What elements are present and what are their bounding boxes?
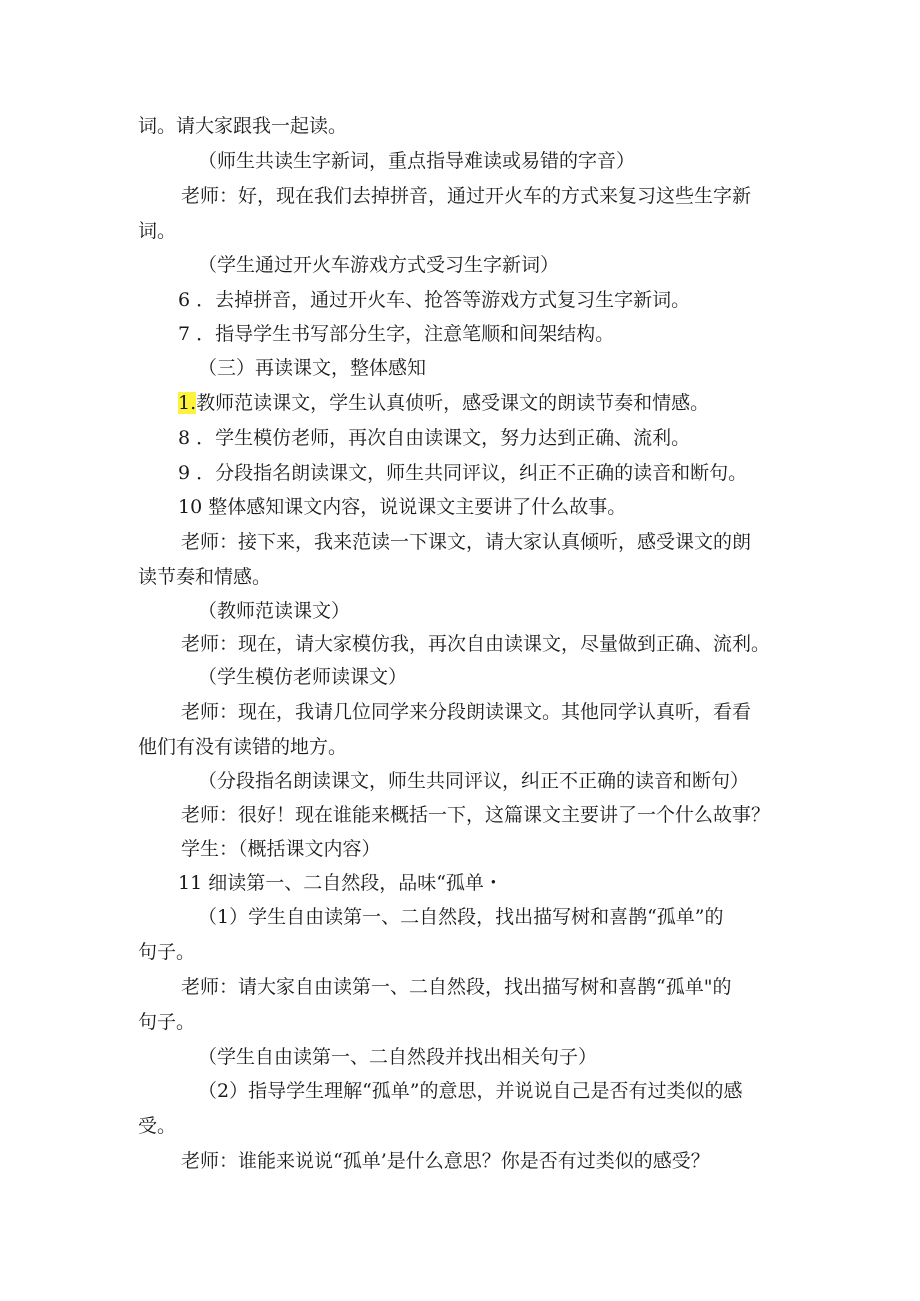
text-line: 老师：接下来，我来范读一下课文，请大家认真倾听，感受课文的朗 (181, 531, 752, 553)
highlighted-marker: 1. (178, 392, 197, 414)
text-line: （1）学生自由读第一、二自然段，找出描写树和喜鹊“孤单”的 (198, 906, 724, 928)
text-line: （学生自由读第一、二自然段并找出相关句子） (198, 1046, 598, 1068)
text-line: 句子。 (138, 1011, 196, 1033)
text-line: 老师：现在，请大家模仿我，再次自由读课文，尽量做到正确、流利。 (181, 633, 771, 655)
text-line: 1.教师范读课文，学生认真侦听，感受课文的朗读节奏和情感。 (178, 392, 710, 414)
text-line: 学生：（概括课文内容） (181, 838, 381, 860)
text-line: 老师：现在，我请几位同学来分段朗读课文。其他同学认真听，看看 (181, 701, 752, 723)
text-line: 读节奏和情感。 (138, 566, 272, 588)
text-line: 词。请大家跟我一起读。 (138, 115, 348, 137)
text-line: 7 ．指导学生书写部分生字，注意笔顺和间架结构。 (178, 323, 615, 345)
text-line: （2）指导学生理解“孤单”的意思，并说说自己是否有过类似的感 (198, 1080, 743, 1102)
text-line: （学生模仿老师读课文） (198, 666, 408, 688)
text-line: 老师：请大家自由读第一、二自然段，找出描写树和喜鹊“孤单"的 (181, 976, 732, 998)
text-line: （教师范读课文） (198, 600, 351, 622)
text-line: （师生共读生字新词，重点指导难读或易错的字音） (198, 150, 636, 172)
text-line: 6 ．去掉拼音，通过开火车、抢答等游戏方式复习生字新词。 (178, 289, 691, 311)
text-line: （分段指名朗读课文，师生共同评议，纠正不正确的读音和断句） (198, 770, 750, 792)
text-line: 11 细读第一、二自然段，品味“孤单・ (178, 872, 503, 894)
text-line: 句子。 (138, 941, 196, 963)
text-line: 老师：谁能来说说“孤单’是什么意思？你是否有过类似的感受？ (181, 1150, 710, 1172)
text-line: 老师：很好！现在谁能来概括一下，这篇课文主要讲了一个什么故事？ (181, 804, 771, 826)
text-line: 老师：好，现在我们去掉拼音，通过开火车的方式来复习这些生字新 (181, 185, 752, 207)
text-line: （学生通过开火车游戏方式受习生字新词） (198, 254, 560, 276)
text-line: 他们有没有读错的地方。 (138, 736, 348, 758)
text-line: 词。 (138, 220, 177, 242)
text-line: 9 ．分段指名朗读课文，师生共同评议，纠正不正确的读音和断句。 (178, 462, 748, 484)
text-line: 受。 (138, 1115, 177, 1137)
text-line: 8 ．学生模仿老师，再次自由读课文，努力达到正确、流利。 (178, 427, 691, 449)
section-heading: （三）再读课文，整体感知 (198, 357, 427, 379)
text-line: 10 整体感知课文内容，说说课文主要讲了什么故事。 (178, 496, 627, 518)
